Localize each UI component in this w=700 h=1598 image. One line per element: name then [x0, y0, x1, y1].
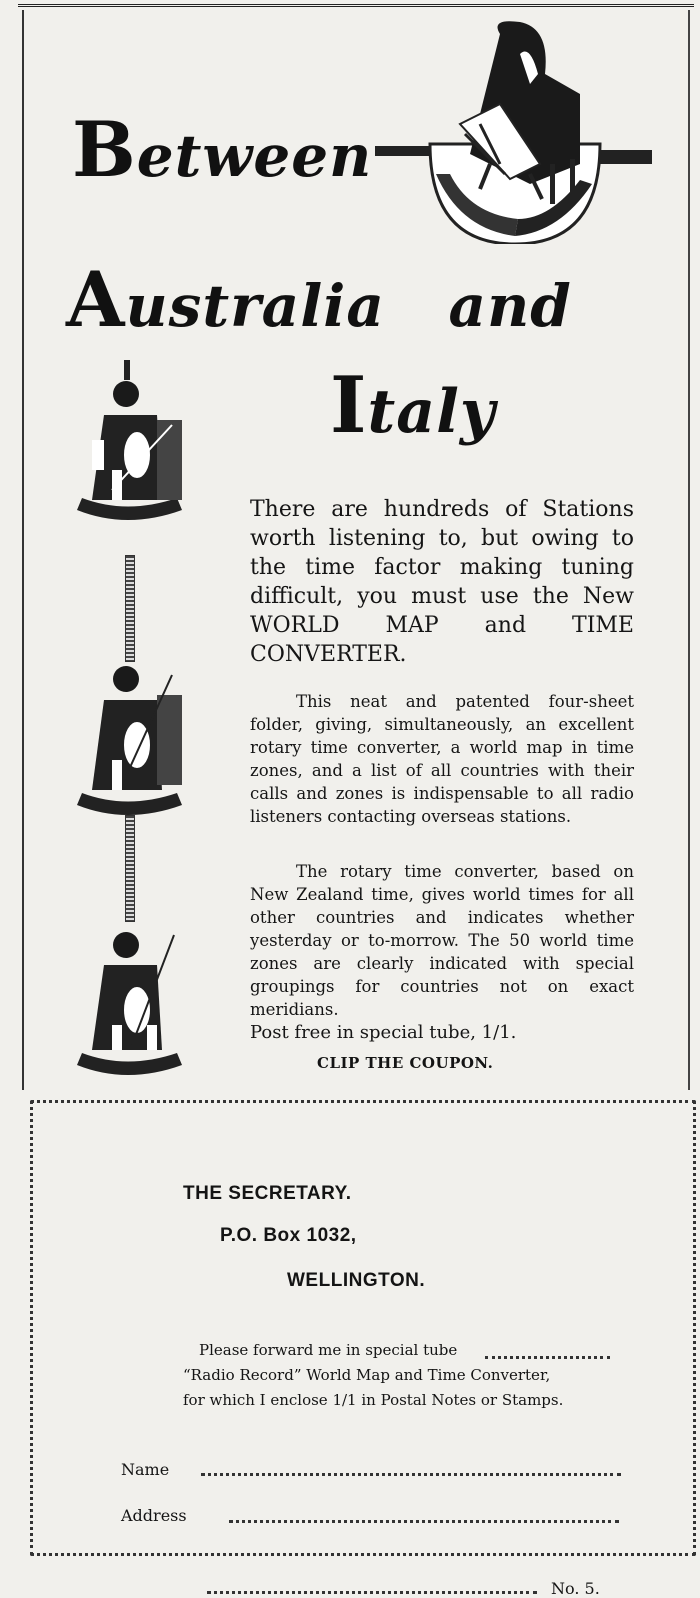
- headline-between-rest: etween: [136, 122, 373, 190]
- forward-line-1: Please forward me in special tube: [199, 1341, 458, 1359]
- top-rule: [18, 4, 694, 7]
- coupon-addressee: THE SECRETARY.: [183, 1183, 352, 1204]
- post-free-note: Post free in special tube, 1/1.: [250, 1022, 517, 1043]
- name-label: Name: [121, 1460, 170, 1479]
- connector-bar: [125, 555, 135, 662]
- address-field[interactable]: [229, 1520, 619, 1523]
- coupon-po-box: P.O. Box 1032,: [220, 1225, 357, 1246]
- headline-cap-b: B: [72, 105, 137, 194]
- headline-australia-and: [66, 255, 572, 344]
- connector-bar: [125, 815, 135, 922]
- coupon-city: WELLINGTON.: [287, 1270, 426, 1291]
- name-field[interactable]: [201, 1473, 621, 1476]
- address-label: Address: [121, 1506, 187, 1525]
- converter-description: The rotary time converter, based on New Zealand time, gives world times for all other countries and indicates whether yesterday or to-morrow. The 50 world time zones are clearly indicated with special groupings for countries not on exact meridians.: [250, 862, 634, 1019]
- intro-paragraph: There are hundreds of Stations worth listening to, but owing to the time factor making tuning difficult, you must use the New WORLD MAP and TIME CONVERTER.: [250, 497, 634, 667]
- coupon-number: No. 5.: [551, 1579, 600, 1598]
- forward-line-3: for which I enclose 1/1 in Postal Notes or Stamps.: [183, 1391, 564, 1409]
- headline-italy: [330, 360, 496, 451]
- violinist-icon: [62, 915, 192, 1075]
- piano-icon: [370, 14, 660, 244]
- headline-cap-a: A: [66, 255, 126, 344]
- headline-between: [72, 105, 372, 194]
- address-field-line-2[interactable]: [207, 1591, 537, 1594]
- coupon-box[interactable]: [30, 1100, 696, 1598]
- folder-description: This neat and patented four-sheet folder, giving, simultaneously, an excellent rotary time converter, a world map in time zones, and a list of all countries with their calls and zones is indispensable to all radio listeners contacting overseas stations.: [250, 692, 634, 826]
- headline-italy-rest: taly: [367, 377, 496, 447]
- forward-line-2: “Radio Record” World Map and Time Converter,: [183, 1366, 551, 1384]
- violinist-icon: [62, 360, 192, 520]
- quantity-dotted-field[interactable]: [485, 1356, 610, 1359]
- violinist-icon: [62, 655, 192, 815]
- clip-coupon-label: CLIP THE COUPON.: [317, 1054, 494, 1072]
- headline-and: and: [448, 272, 572, 340]
- headline-cap-i: I: [330, 360, 368, 451]
- headline-australia-rest: ustralia: [125, 272, 385, 340]
